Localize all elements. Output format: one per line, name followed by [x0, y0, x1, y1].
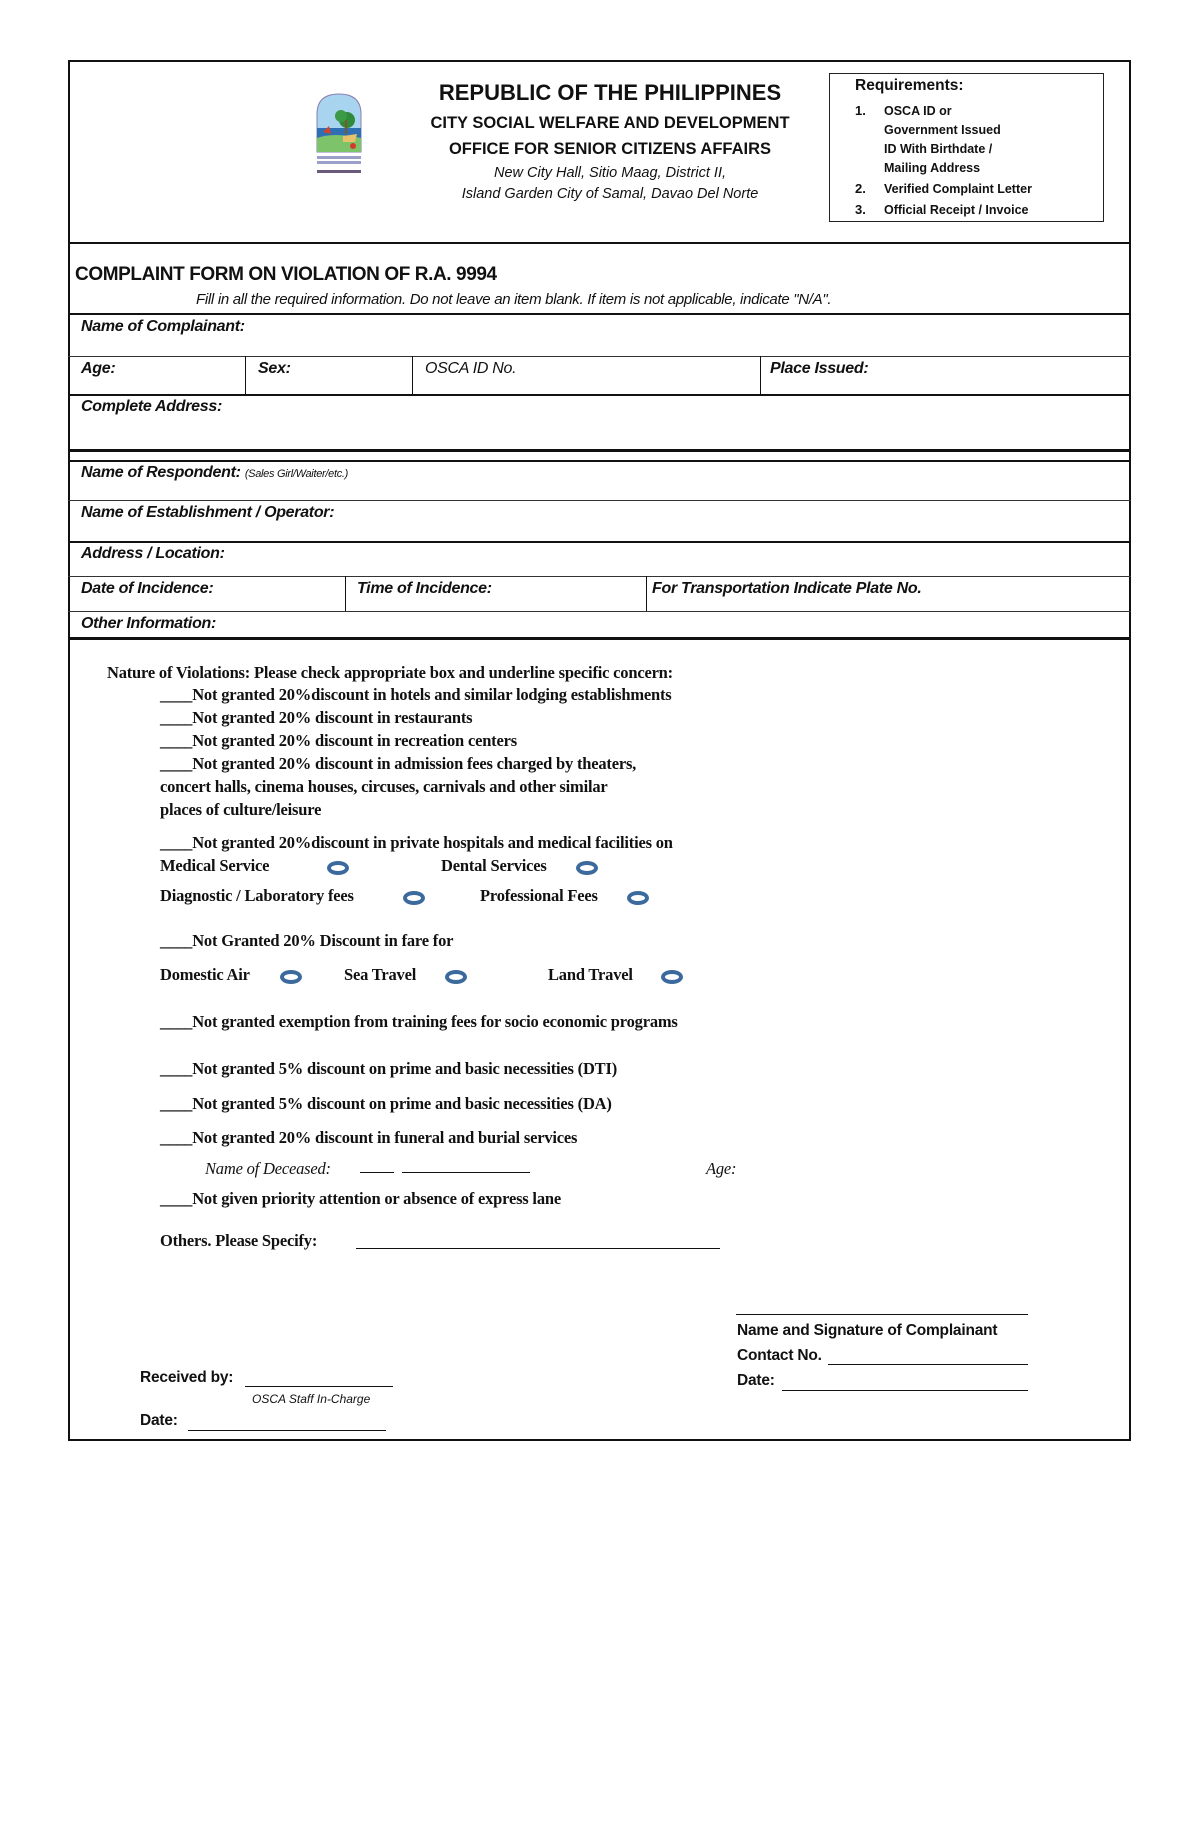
complainant-signature-line[interactable]: [736, 1314, 1028, 1315]
violation-item-priority[interactable]: [160, 1189, 561, 1209]
diagnostic-option-icon[interactable]: [403, 891, 425, 905]
violation-item-dti[interactable]: [160, 1059, 617, 1079]
deceased-name-label: Name of Deceased:: [205, 1159, 331, 1178]
place-issued-label: Place Issued:: [770, 360, 869, 377]
osca-id-field[interactable]: [530, 358, 756, 392]
check-blank[interactable]: ____: [160, 731, 193, 750]
received-by-field[interactable]: [245, 1386, 393, 1387]
city-seal-logo: [313, 90, 365, 182]
check-blank[interactable]: ____: [160, 1012, 193, 1031]
header-cswd: CITY SOCIAL WELFARE AND DEVELOPMENT: [430, 114, 790, 132]
check-blank[interactable]: ____: [160, 833, 193, 852]
staff-in-charge-label: OSCA Staff In-Charge: [252, 1392, 371, 1406]
professional-fees-option-icon[interactable]: [627, 891, 649, 905]
check-blank[interactable]: ____: [160, 685, 193, 704]
option-medical-service-label: Medical Service: [160, 856, 270, 875]
complainant-name-label: Name of Complainant:: [81, 318, 245, 335]
divider: [68, 242, 1131, 244]
check-blank[interactable]: ____: [160, 1189, 193, 1208]
header-republic: REPUBLIC OF THE PHILIPPINES: [438, 80, 782, 105]
header-osca: OFFICE FOR SENIOR CITIZENS AFFAIRS: [448, 140, 772, 158]
violation-item-admission[interactable]: [160, 754, 636, 774]
requirements-title: Requirements:: [855, 77, 964, 94]
requirement-item: Verified Complaint Letter: [884, 182, 1032, 196]
location-field[interactable]: [250, 543, 1125, 574]
establishment-field[interactable]: [380, 502, 1125, 539]
deceased-name-field[interactable]: [402, 1172, 530, 1173]
column-divider: [345, 576, 346, 611]
sex-label: Sex:: [258, 360, 291, 377]
place-issued-field[interactable]: [880, 358, 1125, 392]
violation-item-da[interactable]: [160, 1094, 612, 1114]
column-divider: [646, 576, 647, 611]
column-divider: [760, 356, 761, 394]
complete-address-field[interactable]: [260, 396, 1125, 448]
column-divider: [245, 356, 246, 394]
location-label: Address / Location:: [81, 545, 225, 562]
complete-address-label: Complete Address:: [81, 398, 223, 415]
violation-text: Not granted 20%discount in private hospitals and medical facilities on: [192, 833, 673, 852]
seal-icon: [313, 90, 365, 182]
osca-id-label: OSCA ID No.: [425, 360, 517, 377]
other-info-field[interactable]: [240, 613, 1125, 636]
requirement-item: ID With Birthdate /: [884, 142, 993, 156]
respondent-hint: (Sales Girl/Waiter/etc.): [244, 468, 349, 480]
violation-text: Not Granted 20% Discount in fare for: [192, 931, 454, 950]
option-land-travel-label: Land Travel: [548, 965, 633, 984]
option-domestic-air-label: Domestic Air: [160, 965, 250, 984]
header-address-1: New City Hall, Sitio Maag, District II,: [493, 165, 727, 181]
option-diagnostic-label: Diagnostic / Laboratory fees: [160, 886, 354, 905]
divider: [68, 611, 1131, 612]
violation-text: Not granted exemption from training fees for socio economic programs: [192, 1012, 678, 1031]
time-of-incidence-field[interactable]: [510, 578, 640, 609]
option-dental-services-label: Dental Services: [441, 856, 547, 875]
time-of-incidence-label: Time of Incidence:: [357, 580, 492, 597]
date-of-incidence-field[interactable]: [230, 578, 340, 609]
divider: [68, 313, 1131, 315]
violation-item-hotels[interactable]: [160, 685, 672, 705]
violation-text: Not granted 5% discount on prime and basic necessities (DTI): [192, 1059, 618, 1078]
respondent-name-text: Name of Respondent:: [81, 464, 241, 481]
form-instructions: Fill in all the required information. Do not leave an item blank. If item is not applicable, indicate "N/A".: [196, 291, 832, 308]
dental-services-option-icon[interactable]: [576, 861, 598, 875]
complainant-signature-label: Name and Signature of Complainant: [737, 1322, 998, 1339]
land-travel-option-icon[interactable]: [661, 970, 683, 984]
violation-item-training[interactable]: [160, 1012, 678, 1032]
violation-item-hospitals[interactable]: [160, 833, 673, 853]
domestic-air-option-icon[interactable]: [280, 970, 302, 984]
requirement-item: OSCA ID or: [884, 104, 952, 118]
violation-item-fare[interactable]: [160, 931, 453, 951]
age-field[interactable]: [125, 358, 240, 392]
column-divider: [412, 356, 413, 394]
others-specify-field[interactable]: [356, 1248, 720, 1249]
sea-travel-option-icon[interactable]: [445, 970, 467, 984]
received-date-field[interactable]: [188, 1430, 386, 1431]
sex-field[interactable]: [300, 358, 408, 392]
violation-text: Not granted 20% discount in funeral and burial services: [192, 1128, 578, 1147]
violation-text: Not granted 5% discount on prime and basic necessities (DA): [192, 1094, 612, 1113]
check-blank[interactable]: ____: [160, 708, 193, 727]
requirement-number: 3.: [855, 202, 866, 217]
date-of-incidence-label: Date of Incidence:: [81, 580, 214, 597]
divider: [68, 576, 1131, 577]
others-specify-label: Others. Please Specify:: [160, 1231, 318, 1250]
option-professional-fees-label: Professional Fees: [480, 886, 598, 905]
check-blank[interactable]: ____: [160, 1128, 193, 1147]
complainant-name-field[interactable]: [290, 316, 1125, 354]
plate-no-field[interactable]: [955, 578, 1125, 609]
violation-admission-cont-1: concert halls, cinema houses, circuses, carnivals and other similar: [160, 777, 608, 796]
requirements-box: [829, 73, 1104, 222]
divider: [68, 637, 1131, 640]
requirement-item: Official Receipt / Invoice: [884, 203, 1029, 217]
respondent-name-field[interactable]: [400, 462, 1125, 498]
violations-heading: Nature of Violations: Please check appropriate box and underline specific concern:: [107, 663, 673, 682]
complainant-date-label: Date:: [737, 1372, 775, 1389]
divider: [68, 449, 1131, 452]
header-address-2: Island Garden City of Samal, Davao Del Norte: [461, 186, 759, 202]
violation-text: Not granted 20% discount in admission fees charged by theaters,: [192, 754, 637, 773]
violation-text: Not granted 20% discount in restaurants: [192, 708, 473, 727]
check-blank[interactable]: ____: [160, 1059, 193, 1078]
deceased-name-field[interactable]: [360, 1172, 394, 1173]
received-by-label: Received by:: [140, 1369, 234, 1386]
contact-no-label: Contact No.: [737, 1347, 822, 1364]
requirement-item: Government Issued: [884, 123, 1001, 137]
requirement-item: Mailing Address: [884, 161, 981, 175]
violation-admission-cont-2: places of culture/leisure: [160, 800, 322, 819]
divider: [68, 356, 1131, 357]
form-title: COMPLAINT FORM ON VIOLATION OF R.A. 9994: [75, 264, 497, 285]
age-label: Age:: [81, 360, 116, 377]
divider: [68, 500, 1131, 501]
requirement-number: 2.: [855, 181, 866, 196]
option-sea-travel-label: Sea Travel: [344, 965, 417, 984]
medical-service-option-icon[interactable]: [327, 861, 349, 875]
violation-item-recreation[interactable]: [160, 731, 517, 751]
violation-item-funeral[interactable]: [160, 1128, 577, 1148]
contact-no-field[interactable]: [828, 1364, 1028, 1365]
check-blank[interactable]: ____: [160, 931, 193, 950]
requirement-number: 1.: [855, 103, 866, 118]
deceased-age-label: Age:: [706, 1159, 737, 1178]
complainant-date-field[interactable]: [782, 1390, 1028, 1391]
establishment-label: Name of Establishment / Operator:: [81, 504, 335, 521]
check-blank[interactable]: ____: [160, 754, 193, 773]
violation-text: Not granted 20%discount in hotels and similar lodging establishments: [192, 685, 672, 704]
respondent-name-label: [81, 464, 348, 482]
other-info-label: Other Information:: [81, 615, 217, 632]
violation-text: Not granted 20% discount in recreation centers: [192, 731, 517, 750]
violation-item-restaurants[interactable]: [160, 708, 472, 728]
violation-text: Not given priority attention or absence of express lane: [192, 1189, 561, 1208]
check-blank[interactable]: ____: [160, 1094, 193, 1113]
received-date-label: Date:: [140, 1412, 178, 1429]
plate-no-label: For Transportation Indicate Plate No.: [652, 580, 922, 597]
